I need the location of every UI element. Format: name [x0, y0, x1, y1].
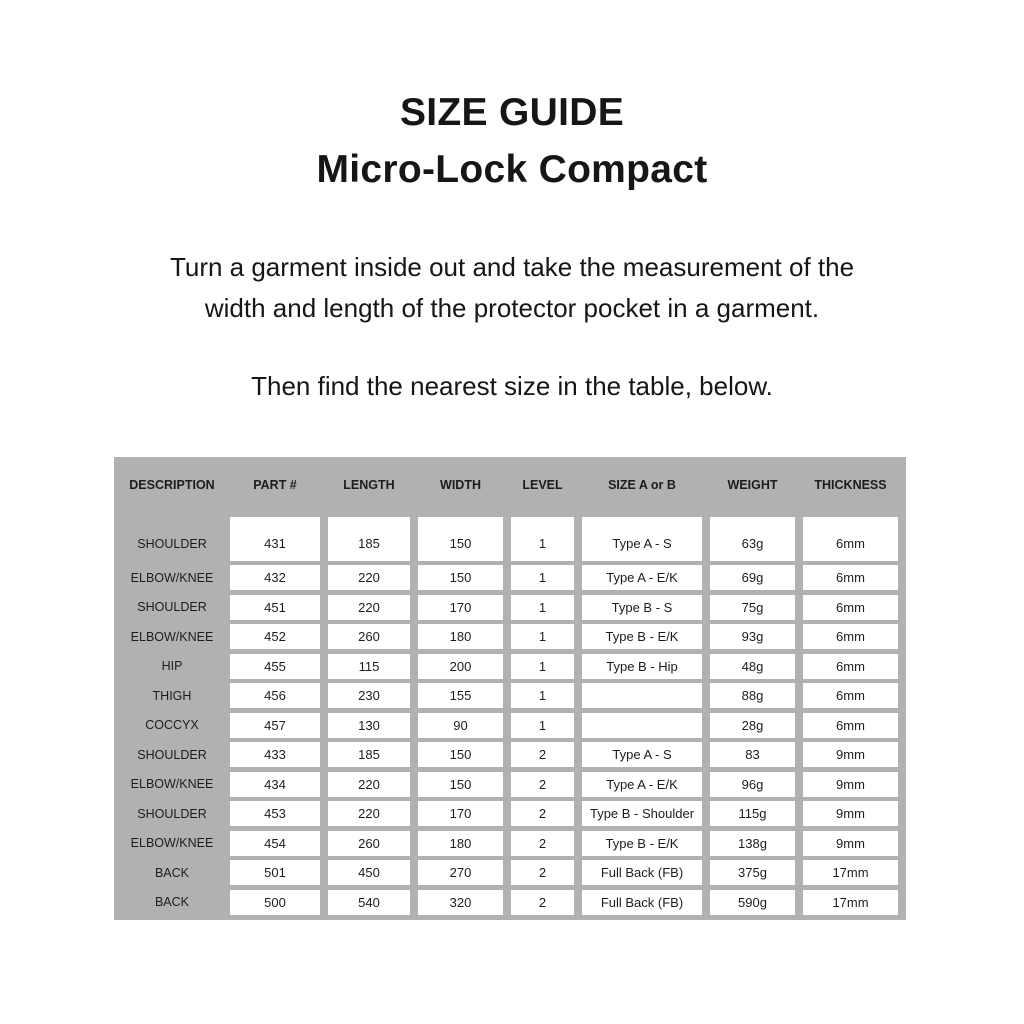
table-cell: 2 [511, 890, 574, 915]
column-header-length: LENGTH [343, 477, 395, 492]
table-cell: Full Back (FB) [582, 860, 702, 885]
table-cell: 220 [328, 772, 410, 797]
table-cell: 433 [230, 742, 320, 767]
row-description: SHOULDER [137, 747, 207, 762]
row-description: COCCYX [145, 718, 199, 732]
table-cell: 180 [418, 624, 503, 649]
table-cell: 6mm [803, 595, 898, 620]
table-cell: 456 [230, 683, 320, 708]
table-cell: Type A - E/K [582, 772, 702, 797]
table-cell: 2 [511, 772, 574, 797]
column-header-weight: WEIGHT [727, 477, 778, 492]
title-line-2: Micro-Lock Compact [316, 148, 708, 191]
row-description: ELBOW/KNEE [130, 570, 214, 585]
instructions-line-1: Turn a garment inside out and take the measurement of the [169, 252, 855, 282]
table-cell: Full Back (FB) [582, 890, 702, 915]
table-cell: 115 [328, 654, 410, 679]
table-cell: 75g [710, 595, 795, 620]
table-cell: 450 [328, 860, 410, 885]
table-cell: 540 [328, 890, 410, 915]
table-cell: Type A - S [582, 517, 702, 561]
table-cell: 431 [230, 517, 320, 561]
table-cell: 220 [328, 801, 410, 826]
table-cell: 1 [511, 654, 574, 679]
column-header-size-a-or-b: SIZE A or B [608, 477, 676, 492]
table-cell: 83 [710, 742, 795, 767]
table-cell: 455 [230, 654, 320, 679]
table-cell: 260 [328, 831, 410, 856]
table-cell: 375g [710, 860, 795, 885]
table-cell: Type B - E/K [582, 831, 702, 856]
table-cell: 130 [328, 713, 410, 738]
table-cell: 6mm [803, 683, 898, 708]
table-cell: 2 [511, 801, 574, 826]
table-cell: Type A - E/K [582, 565, 702, 590]
column-header-description: DESCRIPTION [129, 477, 215, 492]
table-cell: 501 [230, 860, 320, 885]
table-cell: 9mm [803, 772, 898, 797]
table-cell: 320 [418, 890, 503, 915]
table-cell: 69g [710, 565, 795, 590]
table-cell: 260 [328, 624, 410, 649]
size-table [114, 457, 906, 920]
table-cell: 150 [418, 742, 503, 767]
table-cell: 88g [710, 683, 795, 708]
table-cell: 1 [511, 713, 574, 738]
instructions-line-2: width and length of the protector pocket in a garment. [204, 293, 820, 323]
column-header-part: PART # [253, 477, 297, 492]
table-cell: 180 [418, 831, 503, 856]
table-cell: 150 [418, 517, 503, 561]
table-cell: 155 [418, 683, 503, 708]
table-cell: 451 [230, 595, 320, 620]
table-cell: 454 [230, 831, 320, 856]
table-cell: 185 [328, 742, 410, 767]
table-cell: 170 [418, 595, 503, 620]
table-cell: 2 [511, 860, 574, 885]
table-cell [582, 713, 702, 738]
table-cell: 17mm [803, 860, 898, 885]
table-cell: 452 [230, 624, 320, 649]
table-cell [582, 683, 702, 708]
table-cell: 220 [328, 595, 410, 620]
table-cell: 2 [511, 742, 574, 767]
row-description: ELBOW/KNEE [130, 836, 214, 850]
row-description: SHOULDER [137, 536, 207, 551]
table-cell: 220 [328, 565, 410, 590]
table-cell: 17mm [803, 890, 898, 915]
table-cell: 6mm [803, 654, 898, 679]
table-cell: 63g [710, 517, 795, 561]
table-cell: 1 [511, 595, 574, 620]
table-cell: 185 [328, 517, 410, 561]
instructions-measure [0, 247, 1024, 329]
table-cell: 500 [230, 890, 320, 915]
table-cell: Type B - Hip [582, 654, 702, 679]
table-cell: 1 [511, 624, 574, 649]
row-description: BACK [154, 895, 190, 909]
table-cell: 590g [710, 890, 795, 915]
table-cell: Type B - E/K [582, 624, 702, 649]
table-cell: 115g [710, 801, 795, 826]
table-cell: 96g [710, 772, 795, 797]
table-cell: 138g [710, 831, 795, 856]
row-description: ELBOW/KNEE [130, 629, 214, 644]
table-cell: Type A - S [582, 742, 702, 767]
table-cell: 170 [418, 801, 503, 826]
table-cell: 270 [418, 860, 503, 885]
table-cell: 6mm [803, 713, 898, 738]
table-cell: 1 [511, 683, 574, 708]
row-description: SHOULDER [137, 806, 207, 821]
table-cell: 150 [418, 565, 503, 590]
row-description: HIP [161, 659, 183, 673]
table-cell: 1 [511, 517, 574, 561]
table-cell: 453 [230, 801, 320, 826]
table-cell: 150 [418, 772, 503, 797]
table-cell: 1 [511, 565, 574, 590]
table-cell: 200 [418, 654, 503, 679]
table-cell: 434 [230, 772, 320, 797]
table-cell: 6mm [803, 517, 898, 561]
table-cell: 28g [710, 713, 795, 738]
table-cell: Type B - Shoulder [582, 801, 702, 826]
table-cell: 6mm [803, 565, 898, 590]
row-description: SHOULDER [137, 600, 207, 614]
column-header-level: LEVEL [522, 477, 563, 492]
table-cell: 457 [230, 713, 320, 738]
page-title [0, 84, 1024, 198]
table-cell: 9mm [803, 831, 898, 856]
table-cell: 9mm [803, 742, 898, 767]
table-cell: 48g [710, 654, 795, 679]
table-cell: 90 [418, 713, 503, 738]
table-cell: 93g [710, 624, 795, 649]
table-cell: 6mm [803, 624, 898, 649]
table-cell: 432 [230, 565, 320, 590]
column-header-thickness: THICKNESS [814, 477, 887, 492]
table-cell: Type B - S [582, 595, 702, 620]
title-line-1: SIZE GUIDE [399, 91, 625, 134]
row-description: ELBOW/KNEE [130, 777, 214, 791]
table-cell: 9mm [803, 801, 898, 826]
row-description: THIGH [152, 688, 192, 703]
row-description: BACK [154, 865, 190, 880]
table-cell: 2 [511, 831, 574, 856]
table-cell: 230 [328, 683, 410, 708]
column-header-width: WIDTH [440, 477, 481, 492]
instructions-find-size: Then find the nearest size in the table, below. [251, 371, 773, 401]
